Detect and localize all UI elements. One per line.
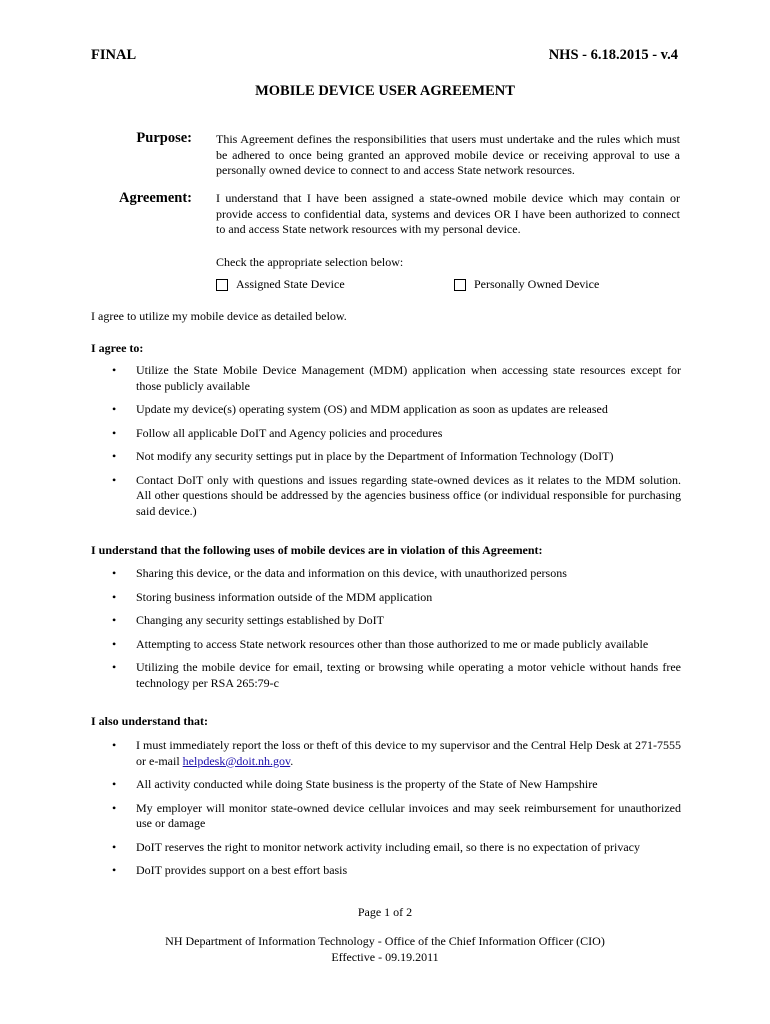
list-item: • Utilizing the mobile device for email, texting or browsing while operating a motor vehicle without hands free technology per RSA 265:79-c <box>112 660 681 690</box>
list-item: • Attempting to access State network resources other than those authorized to me or made publicly available <box>112 636 649 651</box>
bullet-icon: • <box>112 589 117 604</box>
list-item: • All activity conducted while doing State business is the property of the State of New Hampshire <box>112 777 598 791</box>
header-version: NHS - 6.18.2015 - v.4 <box>548 47 678 63</box>
list-item: • Utilize the State Mobile Device Management (MDM) application when accessing state resources except for those publicly available <box>112 363 681 393</box>
document-title: MOBILE DEVICE USER AGREEMENT <box>255 83 515 99</box>
list-item: • Follow all applicable DoIT and Agency policies and procedures <box>112 425 443 440</box>
list-item: • My employer will monitor state-owned device cellular invoices and may seek reimbursement for unauthorized use or damage <box>112 800 681 830</box>
option-personally-owned-device[interactable] <box>454 277 599 293</box>
bullet-icon: • <box>112 566 117 580</box>
option-label: Assigned State Device <box>236 277 345 291</box>
bullet-icon: • <box>112 472 117 487</box>
footer-effective-date: Effective - 09.19.2011 <box>331 949 439 964</box>
purpose-label: Purpose: <box>136 130 192 146</box>
section-heading-agree: I agree to: <box>91 341 144 355</box>
bullet-icon: • <box>112 800 117 815</box>
check-prompt: Check the appropriate selection below: <box>216 255 404 269</box>
footer-department: NH Department of Information Technology - Office of the Chief Information Officer (CIO) <box>165 934 605 948</box>
understand-list <box>91 738 681 887</box>
list-item: • DoIT provides support on a best effort basis <box>112 863 348 877</box>
bullet-icon: • <box>112 449 117 463</box>
footer <box>0 934 770 965</box>
list-item: • DoIT reserves the right to monitor network activity including email, so there is no expectation of privacy <box>112 839 640 854</box>
header-status: FINAL <box>91 47 137 63</box>
agreement-text: I understand that I have been assigned a state-owned mobile device which may contain or provide access to confidential data, systems and devices OR I have been authorized to connect to and access State network resources with my personal device. <box>216 191 680 236</box>
agree-statement: I agree to utilize my mobile device as detailed below. <box>91 309 347 323</box>
option-assigned-state-device[interactable] <box>216 277 345 293</box>
section-heading-understand: I also understand that: <box>91 714 209 728</box>
bullet-icon: • <box>112 839 117 854</box>
list-item: • Sharing this device, or the data and information on this device, with unauthorized persons <box>112 566 567 580</box>
purpose-text: This Agreement defines the responsibilities that users must undertake and the rules which must be adhered to once being granted an approved mobile device or receiving approval to use a personally owned device to connect to and access State network resources. <box>216 132 680 177</box>
checkbox-personally-owned-device[interactable] <box>454 279 466 291</box>
list-item: • Storing business information outside of the MDM application <box>112 589 433 604</box>
bullet-icon: • <box>112 738 117 752</box>
agreement-label: Agreement: <box>118 190 192 206</box>
agree-list <box>91 363 681 527</box>
list-item: • Changing any security settings established by DoIT <box>112 613 384 627</box>
list-item: • I must immediately report the loss or theft of this device to my supervisor and the Central Help Desk at 271-7555 or e-mail helpdesk@doit.nh.gov. <box>112 738 681 768</box>
violations-list <box>91 566 681 699</box>
list-item: • Contact DoIT only with questions and issues regarding state-owned devices as it relates to the MDM solution. All other questions should be addressed by the agencies business office (or individual responsible for purchasing said device.) <box>112 472 681 518</box>
section-heading-violations: I understand that the following uses of mobile devices are in violation of this Agreement: <box>91 543 543 557</box>
list-item: • Not modify any security settings put in place by the Department of Information Technology (DoIT) <box>112 449 614 463</box>
checkbox-assigned-state-device[interactable] <box>216 279 228 291</box>
bullet-icon: • <box>112 425 117 440</box>
helpdesk-email-link[interactable]: helpdesk@doit.nh.gov <box>182 753 291 768</box>
bullet-icon: • <box>112 660 117 674</box>
bullet-icon: • <box>112 863 117 877</box>
list-item: • Update my device(s) operating system (OS) and MDM application as soon as updates are released <box>112 402 608 416</box>
page-number: Page 1 of 2 <box>357 905 413 919</box>
bullet-icon: • <box>112 777 117 791</box>
bullet-icon: • <box>112 402 117 416</box>
bullet-icon: • <box>112 613 117 627</box>
option-label: Personally Owned Device <box>474 277 600 291</box>
bullet-icon: • <box>112 636 117 651</box>
bullet-icon: • <box>112 363 117 377</box>
